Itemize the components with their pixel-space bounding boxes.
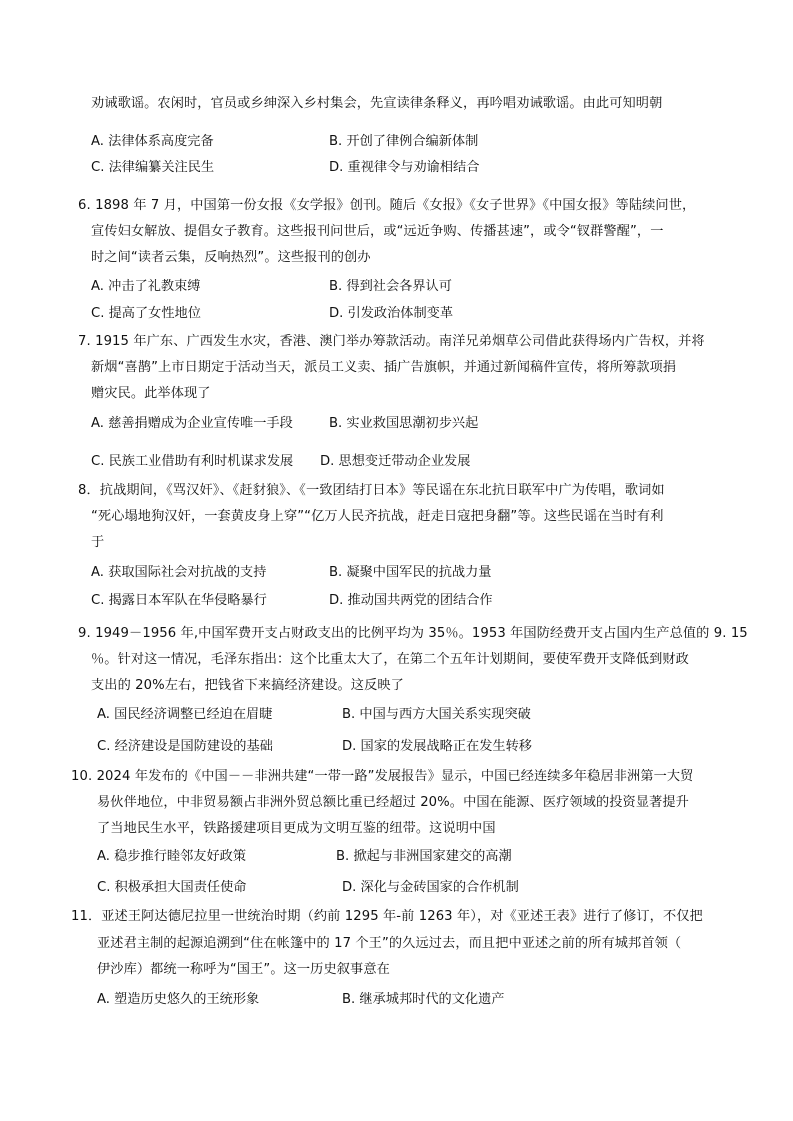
q9-option-c: C. 经济建设是国防建设的基础 [97, 739, 273, 754]
q7-option-a: A. 慈善捐赠成为企业宣传唯一手段 [91, 416, 293, 431]
q10-option-d: D. 深化与金砖国家的合作机制 [342, 880, 519, 895]
q7-option-d: D. 思想变迁带动企业发展 [320, 454, 471, 469]
q11-option-a: A. 塑造历史悠久的王统形象 [97, 992, 260, 1007]
q9-stem-line-1: 9. 1949－1956 年,中国军费开支占财政支出的比例平均为 35％。1953 年国防经费开支占国内生产总值的 9. 15 [78, 626, 748, 641]
q10-option-b: B. 掀起与非洲国家建交的高潮 [336, 849, 512, 864]
q6-stem-line-2: 宣传妇女解放、提倡女子教育。这些报刊问世后，或“远近争购、传播甚速”，或令“钗群警醒”，一 [91, 224, 664, 239]
q8-option-a: A. 获取国际社会对抗战的支持 [91, 565, 267, 580]
q5-stem-line-1: 劝诫歌谣。农闲时，官员或乡绅深入乡村集会，先宣读律条释义，再吟唱劝诫歌谣。由此可知明朝 [91, 96, 663, 111]
q6-option-a: A. 冲击了礼教束缚 [91, 279, 201, 294]
q6-option-c: C. 提高了女性地位 [91, 306, 201, 321]
q10-option-a: A. 稳步推行睦邻友好政策 [97, 849, 247, 864]
q8-option-b: B. 凝聚中国军民的抗战力量 [329, 565, 492, 580]
q5-option-d: D. 重视律令与劝谕相结合 [329, 160, 480, 175]
q8-option-c: C. 揭露日本军队在华侵略暴行 [91, 593, 267, 608]
q11-stem-line-1: 11．亚述王阿达德尼拉里一世统治时期（约前 1295 年-前 1263 年），对《亚述王表》进行了修订，不仅把 [71, 909, 703, 924]
q9-option-d: D. 国家的发展战略正在发生转移 [342, 739, 532, 754]
q9-stem-line-3: 支出的 20%左右，把钱省下来搞经济建设。这反映了 [91, 678, 404, 693]
q8-stem-line-2: “死心塌地狗汉奸，一套黄皮身上穿”“亿万人民齐抗战，赶走日寇把身翻”等。这些民谣在当时有利 [91, 509, 664, 524]
q8-stem-line-3: 于 [91, 535, 105, 550]
q11-option-b: B. 继承城邦时代的文化遗产 [342, 992, 505, 1007]
q7-stem-line-2: 新烟“喜鹊”上市日期定于活动当天，派员工义卖、插广告旗帜，并通过新闻稿件宣传，将所筹款项捐 [91, 360, 677, 375]
q10-option-c: C. 积极承担大国责任使命 [97, 880, 247, 895]
q10-stem-line-3: 了当地民生水平，铁路援建项目更成为文明互鉴的纽带。这说明中国 [97, 821, 496, 836]
q9-option-a: A. 国民经济调整已经迫在眉睫 [97, 707, 273, 722]
q8-stem-line-1: 8．抗战期间，《骂汉奸》、《赶豺狼》、《一致团结打日本》等民谣在东北抗日联军中广为传唱，歌词如 [78, 483, 665, 498]
q11-stem-line-3: 伊沙库）都统一称呼为“国王”。这一历史叙事意在 [97, 962, 390, 977]
q10-stem-line-2: 易伙伴地位，中非贸易额占非洲外贸总额比重已经超过 20%。中国在能源、医疗领域的投资显著提升 [97, 795, 689, 810]
q6-option-b: B. 得到社会各界认可 [329, 279, 452, 294]
q6-stem-line-3: 时之间“读者云集，反响热烈”。这些报刊的创办 [91, 250, 371, 265]
q10-stem-line-1: 10. 2024 年发布的《中国－－非洲共建“一带一路”发展报告》显示，中国已经连续多年稳居非洲第一大贸 [71, 769, 694, 784]
q5-option-a: A. 法律体系高度完备 [91, 134, 214, 149]
q6-stem-line-1: 6. 1898 年 7 月，中国第一份女报《女学报》创刊。随后《女报》《女子世界》《中国女报》等陆续问世， [78, 198, 696, 213]
q7-option-c: C. 民族工业借助有利时机谋求发展 [91, 454, 294, 469]
q7-stem-line-3: 赠灾民。此举体现了 [91, 386, 211, 401]
q7-option-b: B. 实业救国思潮初步兴起 [329, 416, 479, 431]
q11-stem-line-2: 亚述君主制的起源追溯到“住在帐篷中的 17 个王”的久远过去，而且把中亚述之前的所有城邦首领（ [97, 936, 682, 951]
q5-option-c: C. 法律编纂关注民生 [91, 160, 215, 175]
q8-option-d: D. 推动国共两党的团结合作 [329, 593, 493, 608]
q7-stem-line-1: 7. 1915 年广东、广西发生水灾，香港、澳门举办筹款活动。南洋兄弟烟草公司借此获得场内广告权，并将 [78, 334, 705, 349]
q9-option-b: B. 中国与西方大国关系实现突破 [342, 707, 531, 722]
q5-option-b: B. 开创了律例合编新体制 [329, 134, 479, 149]
q6-option-d: D. 引发政治体制变革 [329, 306, 454, 321]
q9-stem-line-2: ％。针对这一情况，毛泽东指出：这个比重太大了，在第二个五年计划期间，要使军费开支降低到财政 [91, 652, 689, 667]
